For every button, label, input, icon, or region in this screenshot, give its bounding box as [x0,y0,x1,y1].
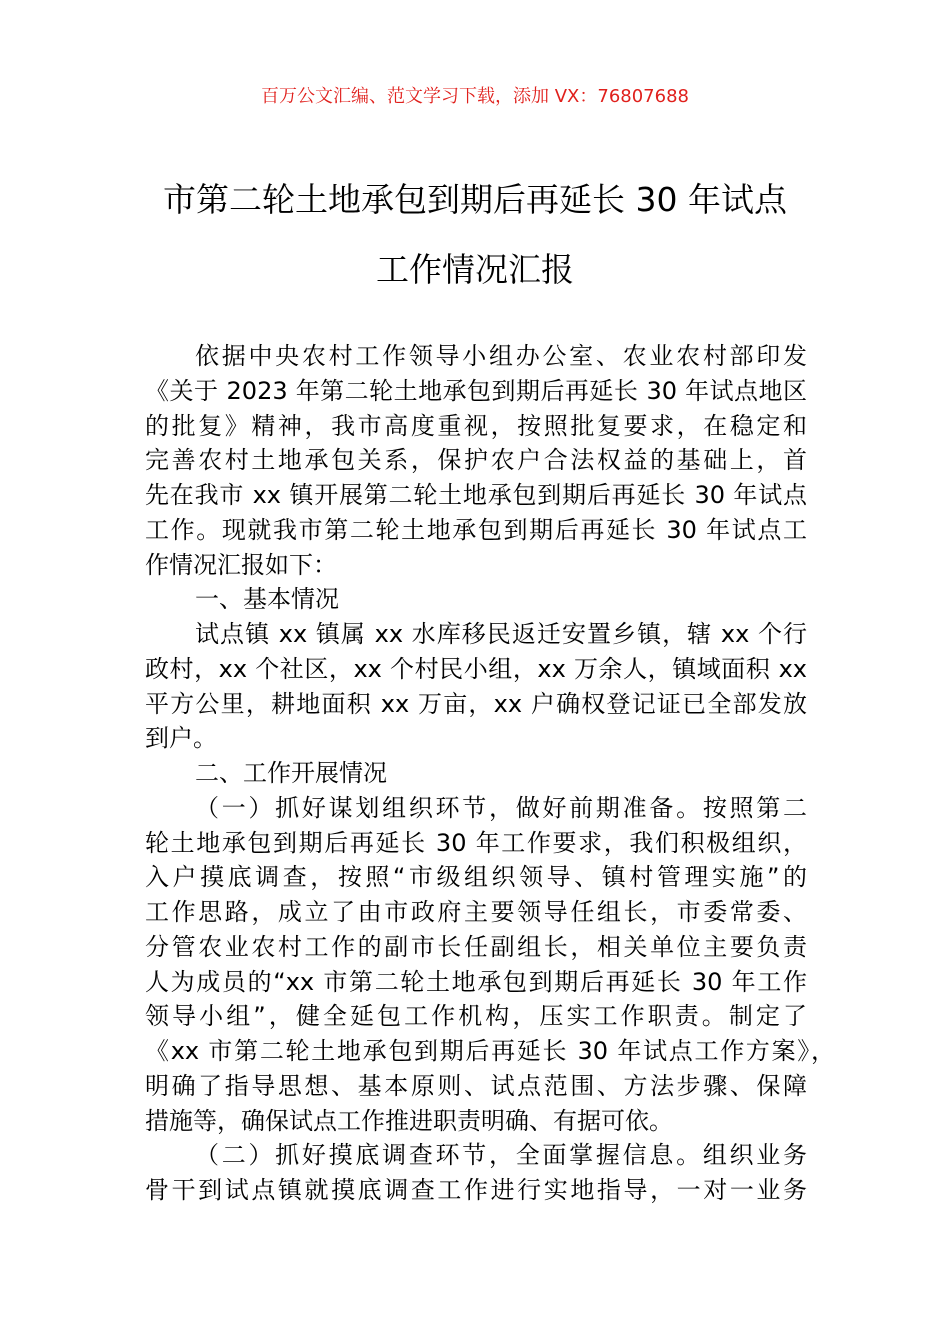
section-heading: 一、基本情况 [195,585,339,614]
paragraph-line: 分管农业农村工作的副市长任副组长，相关单位主要负责 [145,932,807,961]
paragraph-line: 的批复》精神，我市高度重视，按照批复要求，在稳定和 [145,411,807,440]
document-title-line-1: 市第二轮土地承包到期后再延长 30 年试点 [163,180,787,219]
document-body [145,339,835,1208]
watermark-header: 百万公文汇编、范文学习下载，添加 VX：76807688 [261,86,689,107]
paragraph-line: 工作思路，成立了由市政府主要领导任组长，市委常委、 [145,898,807,926]
paragraph-line: 入户摸底调查，按照“市级组织领导、镇村管理实施”的 [145,863,807,892]
document-title-line-2: 工作情况汇报 [376,250,574,289]
paragraph-line: 《xx 市第二轮土地承包到期后再延长 30 年试点工作方案》， [145,1037,835,1065]
paragraph-line: 先在我市 xx 镇开展第二轮土地承包到期后再延长 30 年试点 [145,481,807,509]
paragraph-line: 工作。现就我市第二轮土地承包到期后再延长 30 年试点工 [145,515,807,544]
paragraph-line: 平方公里，耕地面积 xx 万亩，xx 户确权登记证已全部发放 [145,689,807,718]
paragraph-line: 政村，xx 个社区，xx 个村民小组，xx 万余人，镇域面积 xx [145,654,807,683]
paragraph-line: 依据中央农村工作领导小组办公室、农业农村部印发 [195,342,807,370]
paragraph-line: 骨干到试点镇就摸底调查工作进行实地指导，一对一业务 [145,1176,807,1204]
paragraph-line: 作情况汇报如下： [145,550,337,579]
paragraph-line: （一）抓好谋划组织环节，做好前期准备。按照第二 [195,793,807,822]
paragraph-line: 领导小组”，健全延包工作机构，压实工作职责。制定了 [145,1002,807,1031]
paragraph-line: 到户。 [145,724,217,753]
paragraph-line: 《关于 2023 年第二轮土地承包到期后再延长 30 年试点地区 [145,376,807,405]
section-heading: 二、工作开展情况 [195,759,387,787]
paragraph-line: （二）抓好摸底调查环节，全面掌握信息。组织业务 [195,1141,807,1170]
paragraph-line: 完善农村土地承包关系，保护农户合法权益的基础上，首 [145,446,807,475]
paragraph-line: 试点镇 xx 镇属 xx 水库移民返迁安置乡镇，辖 xx 个行 [195,620,807,648]
paragraph-line: 轮土地承包到期后再延长 30 年工作要求，我们积极组织， [145,828,807,857]
paragraph-line: 明确了指导思想、基本原则、试点范围、方法步骤、保障 [145,1071,807,1100]
paragraph-line: 措施等，确保试点工作推进职责明确、有据可依。 [145,1106,673,1135]
paragraph-line: 人为成员的“xx 市第二轮土地承包到期后再延长 30 年工作 [145,967,807,996]
